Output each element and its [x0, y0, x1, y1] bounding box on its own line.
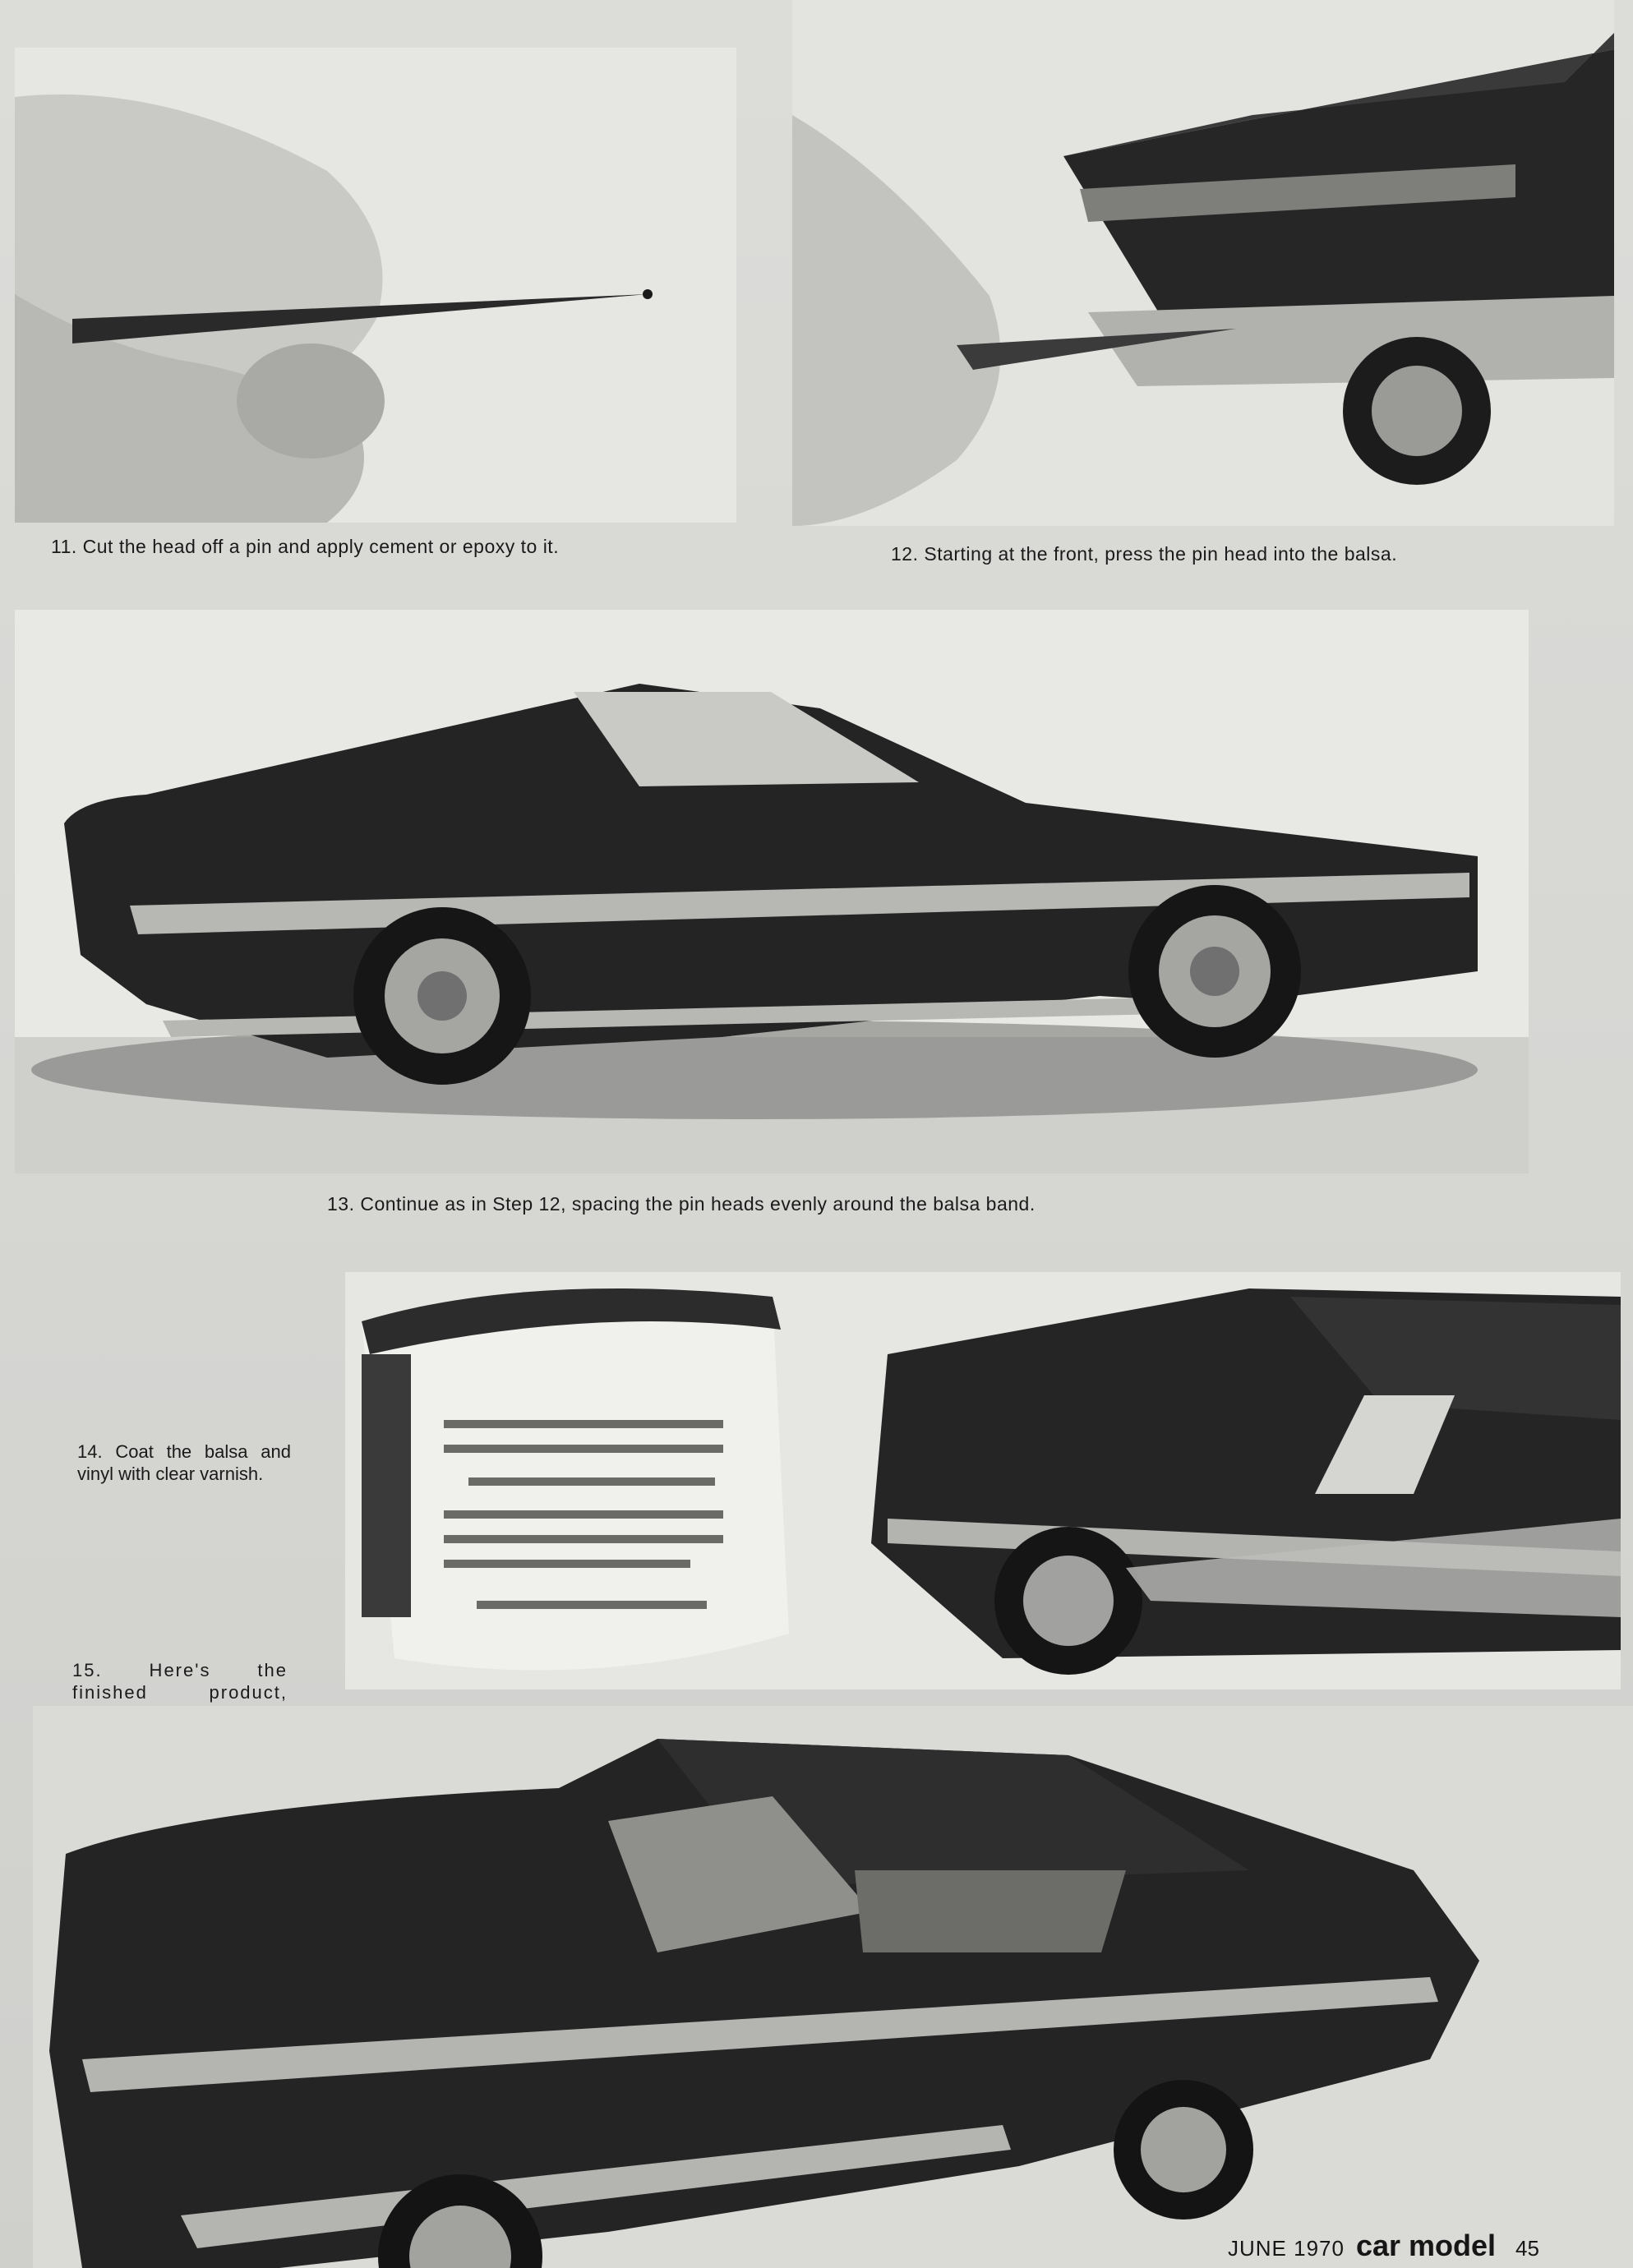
- photo-step-12: [792, 0, 1614, 526]
- caption-step-12: 12. Starting at the front, press the pin head into the balsa.: [891, 543, 1398, 565]
- caption-step-14: 14. Coat the balsa and vinyl with clear varnish.: [77, 1441, 291, 1484]
- caption-step-11: 11. Cut the head off a pin and apply cement or epoxy to it.: [51, 536, 560, 557]
- photo-step-11: [15, 48, 736, 523]
- issue-date: JUNE 1970: [1228, 2236, 1345, 2261]
- photo-step-15: [33, 1706, 1633, 2268]
- magazine-title: car model: [1355, 2229, 1497, 2262]
- photo-step-13: [15, 610, 1529, 1173]
- caption-step-15: 15. Here's the finished product,: [72, 1660, 288, 1703]
- photo-step-14: [345, 1272, 1621, 1689]
- caption-step-13: 13. Continue as in Step 12, spacing the pin heads evenly around the balsa band.: [327, 1193, 1036, 1215]
- page-number: 45: [1515, 2236, 1539, 2261]
- page-footer: [1228, 2229, 1539, 2263]
